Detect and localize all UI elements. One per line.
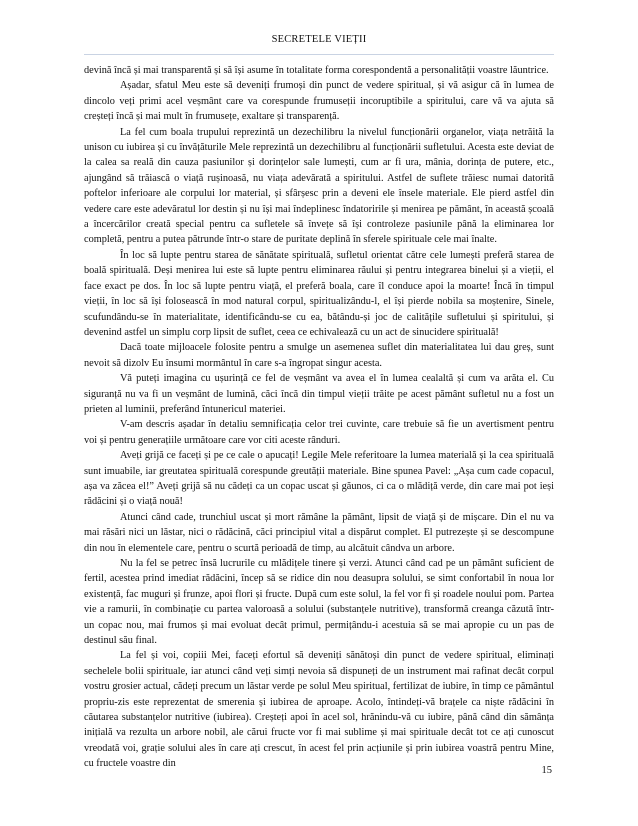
body-text <box>84 63 554 772</box>
paragraph: La fel cum boala trupului reprezintă un dezechilibru la nivelul funcționării organelor, viața netrăită la unison cu iubirea și cu învățăturile Mele reprezintă un dezechilibru al funcționării sufletului. Acesta este deviat de la calea sa reală din cauza pasiunilor și dorințelor sale lumești, cum ar fi ura, mânia, dorința de putere, etc., ajungând să trăiască o viață rușinoasă, nu viața adevărată a spiritului. Astfel de suflete trăiesc numai datorită poftelor inferioare ale corpului lor material, și sfârșesc prin a deveni ele însele materiale. Ele pierd astfel din vedere care este adevăratul lor destin și nu își mai îndeplinesc îndatoririle și menirea pe pământ, în această școală a încercărilor creată special pentru ca sufletele să învețe să își controleze pasiunile până la eliminarea lor completă, pentru a putea pătrunde într-o stare de puritate deplină în sferele spirituale cele mai înalte. <box>84 126 554 246</box>
paragraph: Dacă toate mijloacele folosite pentru a smulge un asemenea suflet din materialitatea lui dau greș, sunt nevoit să dizolv Eu însumi mormântul în care s-a îngropat singur acesta. <box>84 342 554 369</box>
header-rule <box>84 54 554 55</box>
paragraph: Atunci când cade, trunchiul uscat și mort rămâne la pământ, lipsit de viață și de mișcare. Din el nu va mai răsări nici un lăstar, nici o rădăcină, căci principiul vital a dispărut complet. El putrezește și se descompune din nou în elementele care, pentru o scurtă perioadă de timp, au alcătuit cândva un arbore. <box>84 511 554 554</box>
paragraph: În loc să lupte pentru starea de sănătate spirituală, sufletul orientat către cele lumești preferă starea de boală spirituală. Deși menirea lui este să lupte pentru eliminarea răului și pentru integrarea binelui și a vieții, el face exact pe dos. În loc să lupte pentru viață, el preferă boala, care îl conduce apoi la moarte! Încă în timpul vieții, în loc să își folosească în mod natural corpul, spiritualizându-l, el își pierde nobila sa moștenire, Sinele, scufundându-se în materialitate, identificându-se cu ea, bătându-și joc de calitățile sufletului și spiritului, și devenind astfel un simplu corp lipsit de suflet, ceea ce echivalează cu un act de sinucidere spirituală! <box>84 249 554 338</box>
paragraph: Așadar, sfatul Meu este să deveniți frumoși din punct de vedere spiritual, și vă asigur că în lumea de dincolo veți primi acel veșmânt care va corespunde frumuseții incoruptibile a spiritului, care vă va ajuta să creșteți încă și mai mult în frumusețe, exaltare și transparență. <box>84 80 554 123</box>
paragraph: Vă puteți imagina cu ușurință ce fel de veșmânt va avea el în lumea cealaltă și cum va arăta el. Cu siguranță nu va fi un veșmânt de lumină, căci încă din timpul vieții trăite pe acest pământ sufletul nu a fost un prieten al luminii, preferând întunericul materiei. <box>84 373 554 415</box>
running-header: SECRETELE VIEȚII <box>271 34 367 45</box>
page-number: 15 <box>541 765 552 776</box>
paragraph: La fel și voi, copiii Mei, faceți efortul să deveniți sănătoși din punct de vedere spiritual, eliminați sechelele bolii spirituale, iar atunci când veți simți nevoia să dispuneți de un instrument mai rafinat decât corpul vostru grosier actual, cădeți precum un lăstar verde pe solul Meu spiritual, fertilizat de iubire, în timp ce pământul propriu-zis este reprezentat de smerenia și iubirea de aproape. Acolo, întindeți-vă brațele ca niște rădăcini în căutarea substanțelor nutritive (iubirea). Creșteți apoi în acel sol, hrănindu-vă cu iubire, până când din sămânța inițială va rezulta un arbore nobil, ale cărui fructe vor fi mai sublime și mai spirituale decât tot ce ați cunoscut vreodată voi, grație solului ales în care ați crescut, în acest fel prin acțiunile și prin iubirea voastră pentru Mine, cu fructele voastre din <box>84 650 554 770</box>
paragraph: Nu la fel se petrec însă lucrurile cu mlădițele tinere și verzi. Atunci când cad pe un pământ suficient de fertil, acestea prind imediat rădăcini, încep să se ridice din nou deasupra solului, se simt confortabil în noua lor existență, fac muguri și frunze, apoi flori și fructe. După cum este solul, la fel vor fi și roadele noului pom. Partea vie a ramurii, în combinație cu partea valoroasă a solului (substanțele nutritive), transformă creanga căzută într-un copac nou, mai frumos și mai evoluat decât primul, permițându-i acestuia să se mai apropie cu un pas de destinul său final. <box>84 558 554 647</box>
paragraph: Aveți grijă ce faceți și pe ce cale o apucați! Legile Mele referitoare la lumea materială și la cea spirituală sunt imuabile, iar greutatea spirituală corespunde greutății materiale. Bine spunea Pavel: „Așa cum cade copacul, așa va zăcea el!” Aveți grijă să nu cădeți ca un copac uscat și găunos, ci ca o mlădiță verde, din care mai pot ieși rădăcini și o viață nouă! <box>84 450 554 508</box>
paragraph: devină încă și mai transparentă și să își asume în totalitate forma corespondentă a personalității voastre lăuntrice. <box>84 65 549 76</box>
paragraph: V-am descris așadar în detaliu semnificația celor trei cuvinte, care trebuie să fie un avertisment pentru voi și pentru generațiile următoare care vor citi aceste rânduri. <box>84 419 554 446</box>
